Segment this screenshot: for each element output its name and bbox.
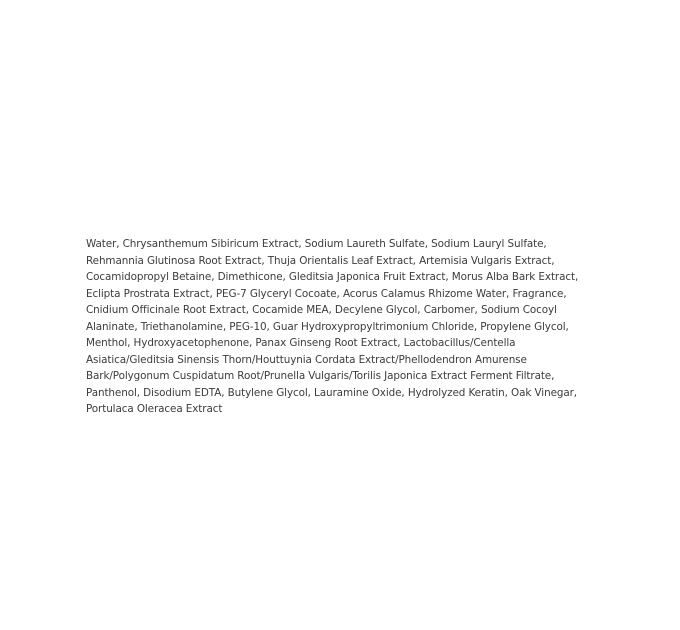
ingredients-list-text: Water, Chrysanthemum Sibiricum Extract, Sodium Laureth Sulfate, Sodium Lauryl Sulfate, Rehmannia Glutinosa Root Extract, Thuja Orientalis Leaf Extract, Artemisia Vulgaris Extract, Cocamidopropyl Betaine, Dimethicone, Gleditsia Japonica Fruit Extract, Morus Alba Bark Extract, Eclipta Prostrata Extract, PEG-7 Glyceryl Cocoate, Acorus Calamus Rhizome Water, Fragrance, Cnidium Officinale Root Extract, Cocamide MEA, Decylene Glycol, Carbomer, Sodium Cocoyl Alaninate, Triethanolamine, PEG-10, Guar Hydroxypropyltrimonium Chloride, Propylene Glycol, Menthol, Hydroxyacetophenone, Panax Ginseng Root Extract, Lactobacillus/Centella Asiatica/Gleditsia Sinensis Thorn/Houttuynia Cordata Extract/Phellodendron Amurense Bark/Polygonum Cuspidatum Root/Prunella Vulgaris/Torilis Japonica Extract Ferment Filtrate, Panthenol, Disodium EDTA, Butylene Glycol, Lauramine Oxide, Hydrolyzed Keratin, Oak Vinegar, Portulaca Oleracea Extract	[86, 238, 579, 415]
